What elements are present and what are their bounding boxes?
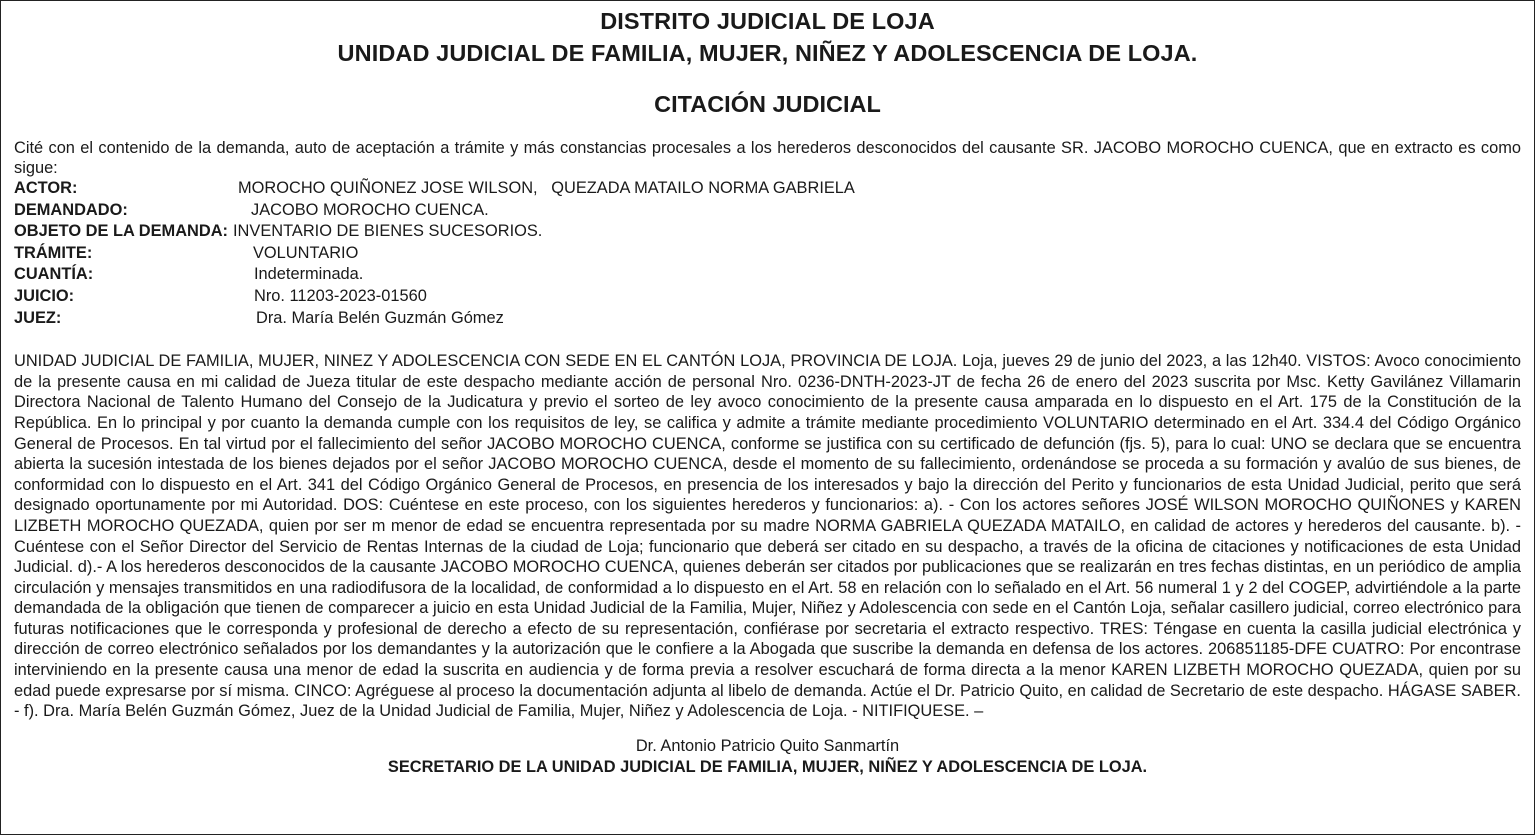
unit-heading: UNIDAD JUDICIAL DE FAMILIA, MUJER, NIÑEZ Y ADOLESCENCIA DE LOJA. [337, 40, 1198, 66]
field-tramite [14, 243, 1521, 265]
district-heading: DISTRITO JUDICIAL DE LOJA [600, 8, 935, 34]
signature-block [14, 735, 1521, 777]
resolution-body: UNIDAD JUDICIAL DE FAMILIA, MUJER, NINEZ Y ADOLESCENCIA CON SEDE EN EL CANTÓN LOJA, PROVINCIA DE LOJA. Loja, jueves 29 de junio del 2023, a las 12h40. VISTOS: Avoco conocimiento de la presente causa en mi calidad de Jueza titular de este despacho mediante acción de personal Nro. 0236-DNTH-2023-JT de fecha 26 de enero del 2023 suscrita por Msc. Ketty Gavilánez Villamarin Directora Nacional de Talento Humano del Consejo de la Judicatura y previo el sorteo de ley avoco conocimiento de la presente causa amparada en lo dispuesto en el Art. 175 de la Constitución de la República. En lo principal y por cuanto la demanda cumple con los requisitos de ley, se califica y admite a trámite mediante procedimiento VOLUNTARIO determinado en el Art. 334.4 del Código Orgánico General de Procesos. En tal virtud por el fallecimiento del señor JACOBO MOROCHO CUENCA, conforme se justifica con su certificado de defunción (fjs. 5), para lo cual: UNO se declara que se encuentra abierta la sucesión intestada de los bienes dejados por el señor JACOBO MOROCHO CUENCA, desde el momento de su fallecimiento, ordenándose se proceda a su formación y avalúo de sus bienes, de conformidad con lo dispuesto en el Art. 341 del Código Orgánico General de Procesos, en presencia de los interesados y bajo la dirección del Perito y funcionarios de esta Unidad Judicial, perito que será designado oportunamente por mi Autoridad. DOS: Cuéntese en este proceso, con los siguientes herederos y funcionarios: a). - Con los actores señores JOSÉ WILSON MOROCHO QUIÑONES y KAREN LIZBETH MOROCHO QUEZADA, quien por ser m menor de edad se encuentra representada por su madre NORMA GABRIELA QUEZADA MATAILO, en calidad de actores y herederos del causante. b). - Cuéntese con el Señor Director del Servicio de Rentas Internas de la ciudad de Loja; funcionario que deberá ser citado en su despacho, a través de la oficina de citaciones y notificaciones de esta Unidad Judicial. d).- A los herederos desconocidos de la causante JACOBO MOROCHO CUENCA, quienes deberán ser citados por publicaciones que se realizarán en tres fechas distintas, en un periódico de amplia circulación y mensajes transmitidos en una radiodifusora de la localidad, de conformidad a lo dispuesto en el Art. 58 en relación con lo señalado en el Art. 56 numeral 1 y 2 del COGEP, advirtiéndole a la parte demandada de la obligación que tienen de comparecer a juicio en esta Unidad Judicial de la Familia, Mujer, Niñez y Adolescencia con sede en el Cantón Loja, señalar casillero judicial, correo electrónico para futuras notificaciones que le corresponda y profesional de derecho a efecto de su representación, confiérase por secretaria el extracto respectivo. TRES: Téngase en cuenta la casilla judicial electrónica y dirección de correo electrónico señalados por los demandantes y la autorización que le confiere a la Abogada que suscribe la demanda en defensa de los actores. 206851185-DFE CUATRO: Por encontrase interviniendo en la presente causa una menor de edad la suscrita en audiencia y de forma previa a resolver escuchará de forma directa a la menor KAREN LIZBETH MOROCHO QUEZADA, quien por su edad puede expresarse por sí misma. CINCO: Agréguese al proceso la documentación adjunta al libelo de demanda. Actúe el Dr. Patricio Quito, en calidad de Secretario de este despacho. HÁGASE SABER. - f). Dra. María Belén Guzmán Gómez, Juez de la Unidad Judicial de Familia, Mujer, Niñez y Adolescencia de Loja. - NITIFIQUESE. – [14, 352, 1521, 721]
case-fields [14, 178, 1521, 329]
field-value: MOROCHO QUIÑONEZ JOSE WILSON, QUEZADA MATAILO NORMA GABRIELA [238, 179, 855, 197]
field-value: Nro. 11203-2023-01560 [254, 286, 427, 305]
field-label: CUANTÍA: [14, 265, 94, 284]
field-label: JUEZ: [14, 308, 62, 327]
field-value: INVENTARIO DE BIENES SUCESORIOS. [233, 222, 543, 241]
field-label: DEMANDADO: [14, 200, 128, 219]
field-label: OBJETO DE LA DEMANDA: [14, 222, 228, 241]
field-value: JACOBO MOROCHO CUENCA. [251, 200, 489, 219]
field-objeto [14, 221, 1521, 243]
field-juicio [14, 286, 1521, 308]
field-cuantia [14, 264, 1521, 286]
field-actor [14, 178, 1521, 200]
field-label: TRÁMITE: [14, 243, 93, 262]
signer-name: Dr. Antonio Patricio Quito Sanmartín [635, 736, 900, 755]
field-juez [14, 308, 1521, 330]
field-value: Dra. María Belén Guzmán Gómez [256, 308, 504, 327]
field-demandado [14, 200, 1521, 222]
intro-paragraph: Cité con el contenido de la demanda, auto de aceptación a trámite y más constancias procesales a los herederos desconocidos del causante SR. JACOBO MOROCHO CUENCA, que en extracto es como sigue: [14, 139, 1521, 177]
document-title: CITACIÓN JUDICIAL [654, 91, 881, 117]
field-label: ACTOR: [14, 179, 78, 197]
signer-title: SECRETARIO DE LA UNIDAD JUDICIAL DE FAMILIA, MUJER, NIÑEZ Y ADOLESCENCIA DE LOJA. [387, 757, 1148, 776]
field-label: JUICIO: [14, 286, 75, 305]
field-value: VOLUNTARIO [253, 243, 359, 262]
field-value: Indeterminada. [254, 265, 364, 284]
